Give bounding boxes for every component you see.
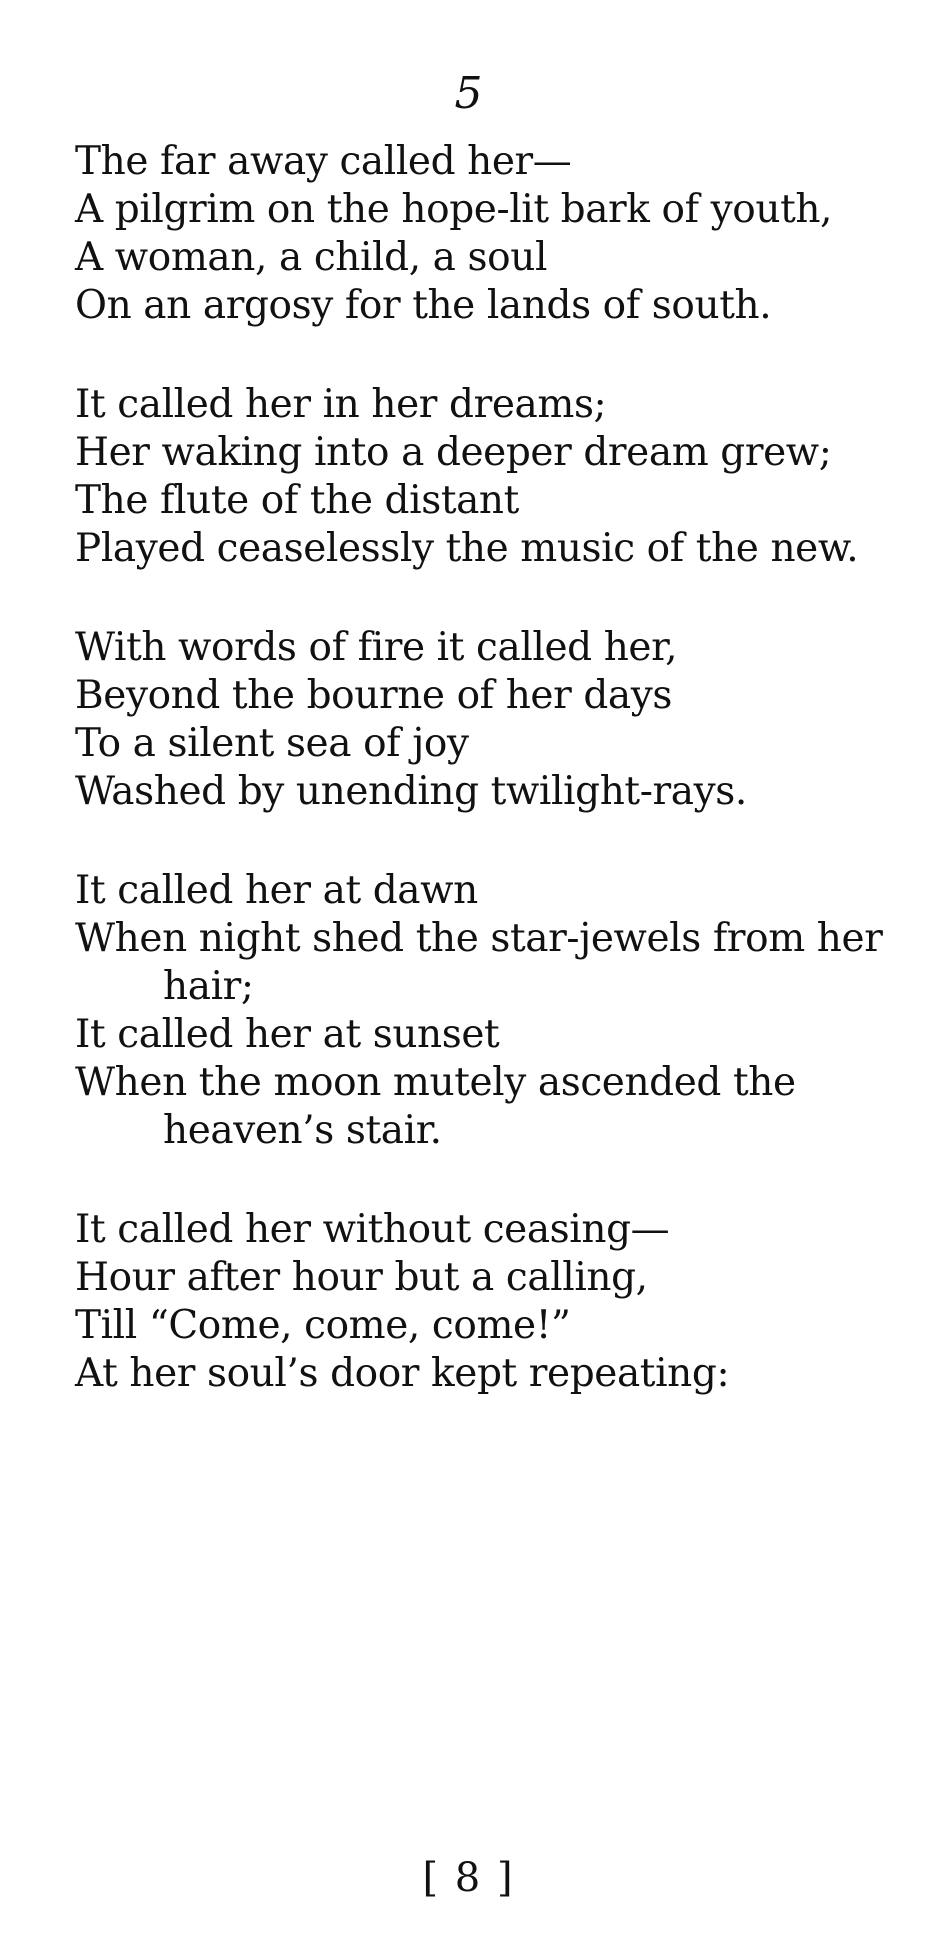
section-number: 5: [454, 68, 483, 119]
stanza-5: [75, 1206, 915, 1398]
poem-line: It called her at sunset: [75, 1012, 500, 1057]
poem-line: Till “Come, come, come!”: [75, 1303, 571, 1348]
page-number: [ 8 ]: [422, 1855, 515, 1901]
stanza-2: [75, 381, 915, 573]
poem-line: A pilgrim on the hope-lit bark of youth,: [75, 187, 833, 232]
poem-line: It called her in her dreams;: [75, 382, 607, 427]
stanza-1: [75, 138, 915, 330]
poem-line: The far away called her—: [75, 139, 572, 184]
poem-line: It called her at dawn: [75, 868, 478, 913]
stanza-3: [75, 624, 915, 816]
stanza-4: [75, 867, 915, 1155]
poem-line-continuation: hair;: [163, 964, 254, 1009]
poem-line: It called her without ceasing—: [75, 1207, 670, 1252]
poem-line: At her soul’s door kept repeating:: [75, 1351, 730, 1396]
poem-line: When night shed the star-jewels from her: [75, 916, 883, 961]
poem-line: Beyond the bourne of her days: [75, 673, 673, 718]
poem-line: The flute of the distant: [75, 478, 519, 523]
poem-line: When the moon mutely ascended the: [75, 1060, 796, 1105]
poem-line: With words of fire it called her,: [75, 625, 678, 670]
poem-line-continuation: heaven’s stair.: [163, 1108, 442, 1153]
poem-line: To a silent sea of joy: [75, 721, 469, 766]
poem: [75, 138, 915, 1449]
poem-line: Hour after hour but a calling,: [75, 1255, 648, 1300]
poem-line: Played ceaselessly the music of the new.: [75, 526, 859, 571]
poem-line: A woman, a child, a soul: [75, 235, 548, 280]
poem-line: Washed by unending twilight-rays.: [75, 769, 747, 814]
poem-line: Her waking into a deeper dream grew;: [75, 430, 832, 475]
poem-line: On an argosy for the lands of south.: [75, 283, 772, 328]
